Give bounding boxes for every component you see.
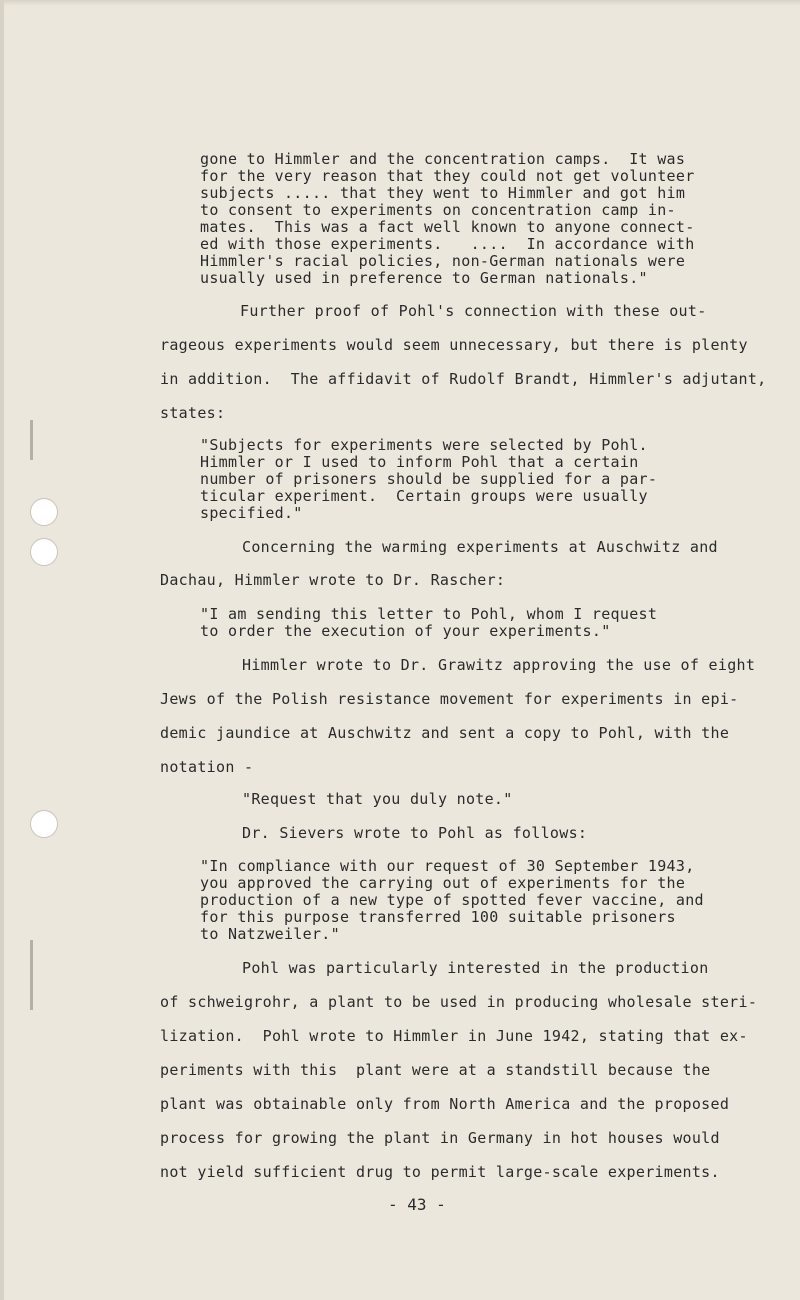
para-3-line: Himmler wrote to Dr. Grawitz approving the use of eight <box>242 656 756 674</box>
quote-5-line: for this purpose transferred 100 suitable prisoners <box>200 908 676 926</box>
para-5-line: process for growing the plant in Germany in hot houses would <box>160 1129 720 1147</box>
quote-2-line: number of prisoners should be supplied for a par- <box>200 470 658 488</box>
para-3-line: demic jaundice at Auschwitz and sent a copy to Pohl, with the <box>160 724 730 742</box>
quote-5-line: to Natzweiler." <box>200 925 340 943</box>
para-1-line: states: <box>160 404 226 422</box>
quote-1-line: ed with those experiments. .... In accordance with <box>200 235 695 253</box>
quote-4-line: "Request that you duly note." <box>242 790 513 808</box>
para-5-line: periments with this plant were at a standstill because the <box>160 1061 711 1079</box>
quote-3-line: "I am sending this letter to Pohl, whom I request <box>200 605 658 623</box>
para-5-line: of schweigrohr, a plant to be used in producing wholesale steri- <box>160 993 758 1011</box>
para-1-line: Further proof of Pohl's connection with these out- <box>240 302 707 320</box>
margin-mark <box>30 940 33 1010</box>
page-top-edge <box>0 0 800 6</box>
page-number: - 43 - <box>388 1195 446 1214</box>
punch-hole <box>30 810 58 838</box>
quote-2-line: Himmler or I used to inform Pohl that a certain <box>200 453 639 471</box>
quote-2-line: ticular experiment. Certain groups were usually <box>200 487 648 505</box>
para-1-line: in addition. The affidavit of Rudolf Brandt, Himmler's adjutant, <box>160 370 767 388</box>
quote-5-line: production of a new type of spotted fever vaccine, and <box>200 891 704 909</box>
para-5-line: Pohl was particularly interested in the production <box>242 959 709 977</box>
quote-2-line: "Subjects for experiments were selected by Pohl. <box>200 436 648 454</box>
para-3-line: notation - <box>160 758 254 776</box>
para-5-line: not yield sufficient drug to permit large-scale experiments. <box>160 1163 720 1181</box>
quote-1-line: to consent to experiments on concentration camp in- <box>200 201 676 219</box>
margin-mark <box>30 420 33 460</box>
quote-1-line: mates. This was a fact well known to anyone connect- <box>200 218 695 236</box>
quote-5-line: "In compliance with our request of 30 September 1943, <box>200 857 695 875</box>
quote-1-line: Himmler's racial policies, non-German nationals were <box>200 252 686 270</box>
para-2-line: Concerning the warming experiments at Auschwitz and <box>242 538 718 556</box>
page-left-edge <box>0 0 4 1300</box>
para-3-line: Jews of the Polish resistance movement for experiments in epi- <box>160 690 739 708</box>
para-5-line: lization. Pohl wrote to Himmler in June 1942, stating that ex- <box>160 1027 748 1045</box>
quote-3-line: to order the execution of your experiments." <box>200 622 611 640</box>
quote-1-line: for the very reason that they could not get volunteer <box>200 167 695 185</box>
para-2-line: Dachau, Himmler wrote to Dr. Rascher: <box>160 571 506 589</box>
quote-5-line: you approved the carrying out of experiments for the <box>200 874 686 892</box>
para-4-line: Dr. Sievers wrote to Pohl as follows: <box>242 824 588 842</box>
punch-hole <box>30 538 58 566</box>
quote-2-line: specified." <box>200 504 303 522</box>
quote-1-line: usually used in preference to German nationals." <box>200 269 648 287</box>
punch-hole <box>30 498 58 526</box>
quote-1-line: subjects ..... that they went to Himmler and got him <box>200 184 686 202</box>
para-5-line: plant was obtainable only from North America and the proposed <box>160 1095 730 1113</box>
para-1-line: rageous experiments would seem unnecessary, but there is plenty <box>160 336 748 354</box>
quote-1-line: gone to Himmler and the concentration camps. It was <box>200 150 686 168</box>
